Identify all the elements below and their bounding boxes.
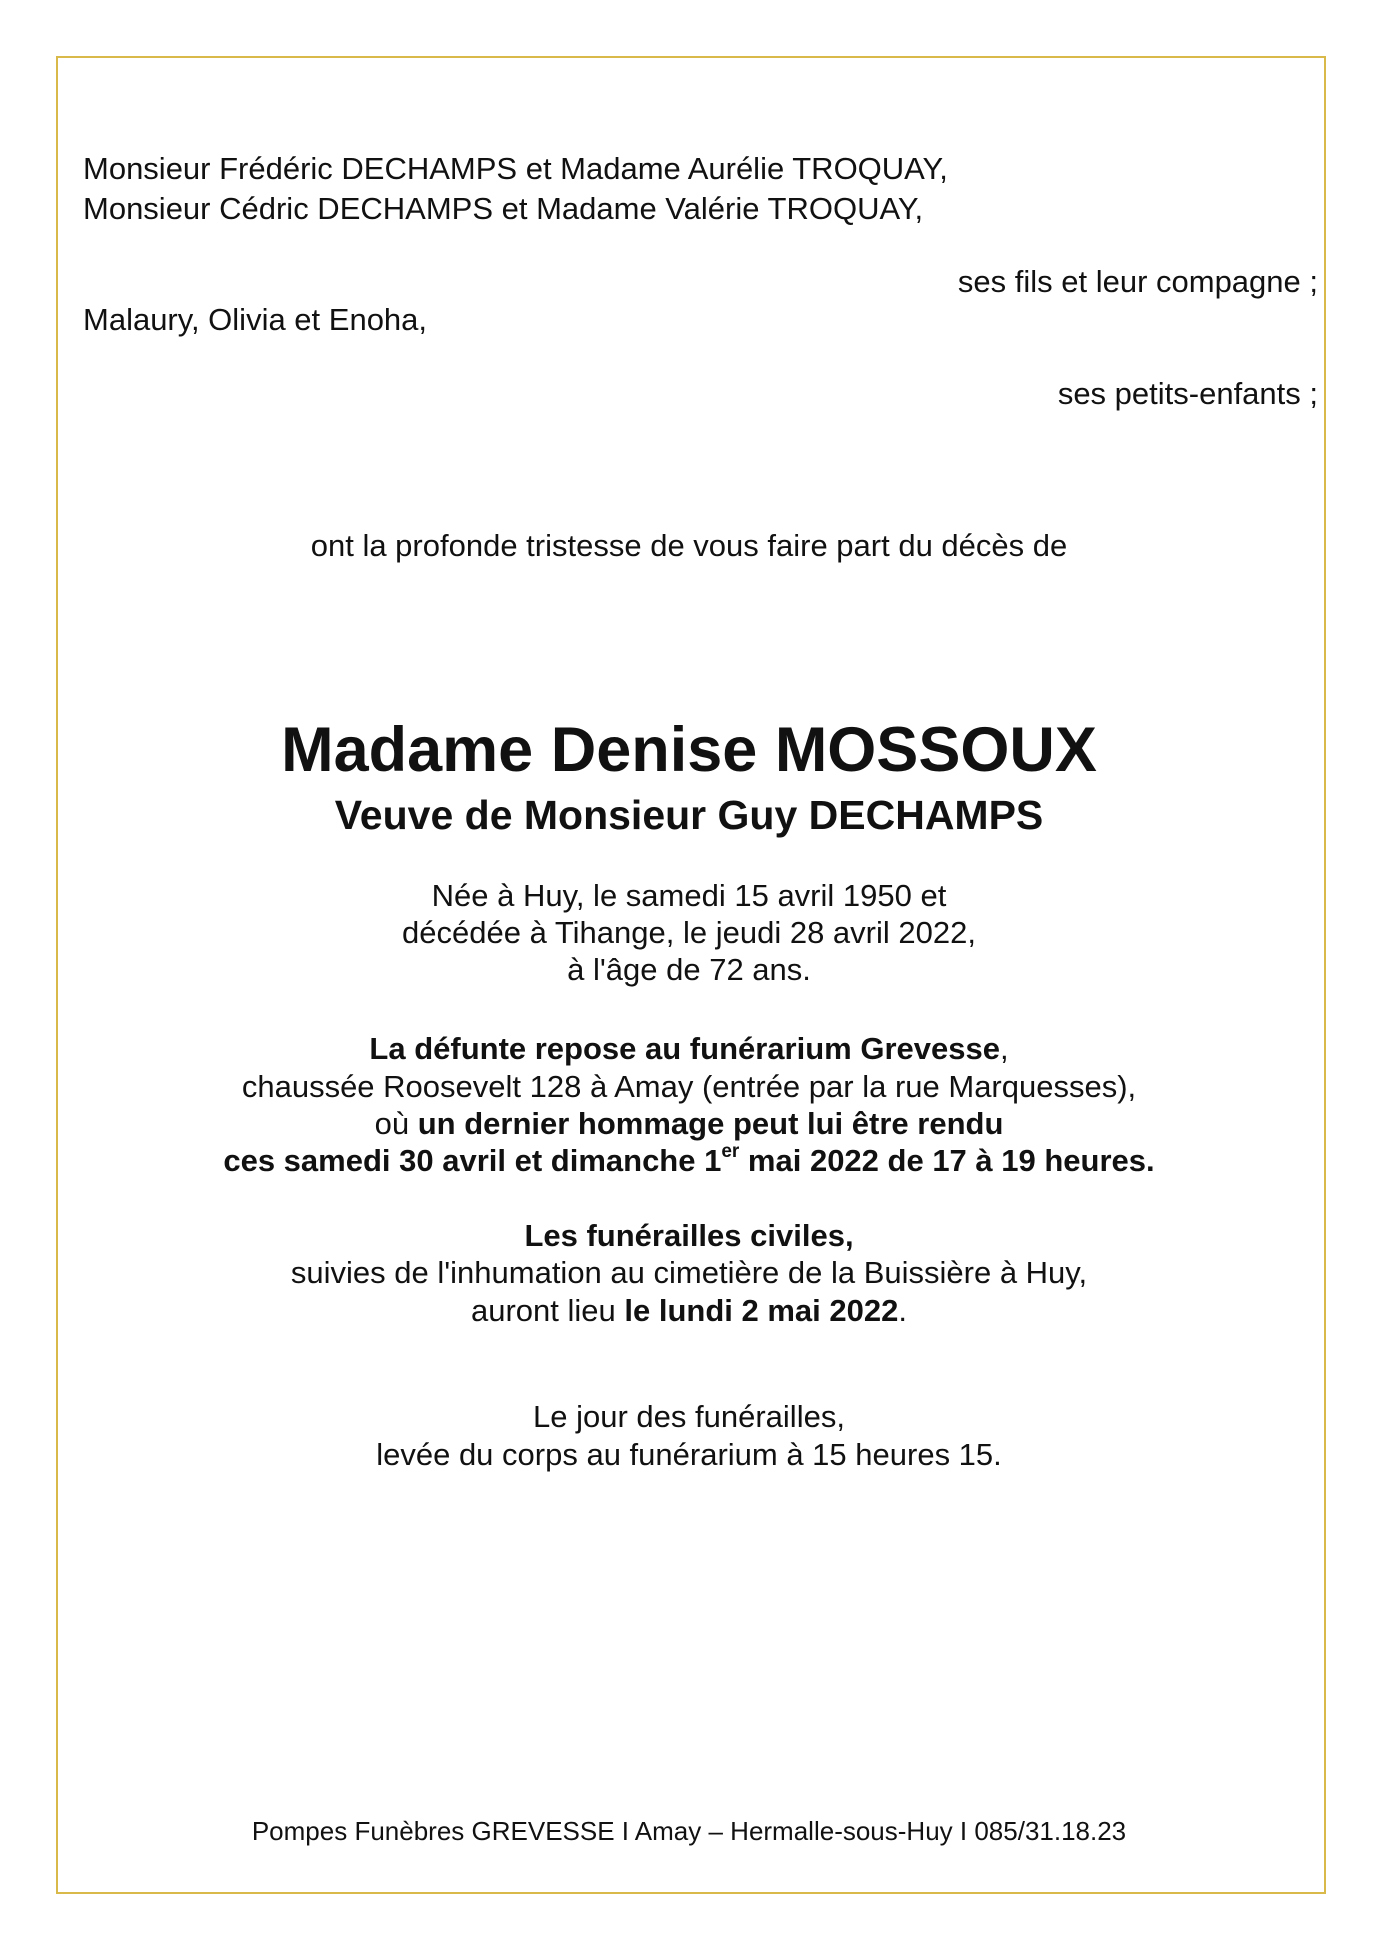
family-line-2: Monsieur Cédric DECHAMPS et Madame Valérie TROQUAY, bbox=[83, 191, 924, 226]
visitation-dates bbox=[0, 1142, 1378, 1180]
grandchildren-role: ses petits-enfants ; bbox=[1057, 376, 1318, 411]
visitation-address: chaussée Roosevelt 128 à Amay (entrée par la rue Marquesses), bbox=[241, 1069, 1137, 1104]
funeral-date-prefix: auront lieu bbox=[471, 1293, 625, 1328]
funeral-title: Les funérailles civiles, bbox=[524, 1218, 854, 1253]
funeral-date-suffix: . bbox=[898, 1293, 907, 1328]
widow-of: Veuve de Monsieur Guy DECHAMPS bbox=[334, 792, 1044, 838]
announcement-text: ont la profonde tristesse de vous faire part du décès de bbox=[310, 528, 1068, 563]
funeral-date bbox=[0, 1292, 1378, 1330]
age-line: à l'âge de 72 ans. bbox=[567, 952, 811, 987]
visitation-place-bold: La défunte repose au funérarium Grevesse bbox=[369, 1031, 1000, 1066]
dates-part-2: mai 2022 de 17 à 19 heures. bbox=[739, 1143, 1155, 1178]
birth-line: Née à Huy, le samedi 15 avril 1950 et bbox=[431, 878, 947, 913]
tribute-bold: un dernier hommage peut lui être rendu bbox=[417, 1106, 1004, 1141]
departure-line-2: levée du corps au funérarium à 15 heures 15. bbox=[376, 1437, 1002, 1472]
visitation-place bbox=[0, 1030, 1378, 1068]
dates-superscript: er bbox=[721, 1141, 740, 1162]
funeral-burial: suivies de l'inhumation au cimetière de la Buissière à Huy, bbox=[290, 1255, 1088, 1290]
family-line-1: Monsieur Frédéric DECHAMPS et Madame Aurélie TROQUAY, bbox=[83, 151, 948, 186]
funeral-date-bold: le lundi 2 mai 2022 bbox=[624, 1293, 899, 1328]
dates-part-1: ces samedi 30 avril et dimanche 1 bbox=[223, 1143, 722, 1178]
deceased-name: Madame Denise MOSSOUX bbox=[281, 715, 1097, 785]
visitation-tribute bbox=[0, 1105, 1378, 1143]
tribute-prefix: où bbox=[374, 1106, 418, 1141]
sons-role: ses fils et leur compagne ; bbox=[957, 264, 1318, 299]
funeral-home-footer: Pompes Funèbres GREVESSE I Amay – Hermalle-sous-Huy I 085/31.18.23 bbox=[251, 1816, 1127, 1846]
grandchildren-names: Malaury, Olivia et Enoha, bbox=[83, 302, 428, 337]
death-line: décédée à Tihange, le jeudi 28 avril 2022, bbox=[402, 915, 976, 950]
visitation-place-suffix: , bbox=[999, 1031, 1009, 1066]
departure-line-1: Le jour des funérailles, bbox=[533, 1399, 845, 1434]
